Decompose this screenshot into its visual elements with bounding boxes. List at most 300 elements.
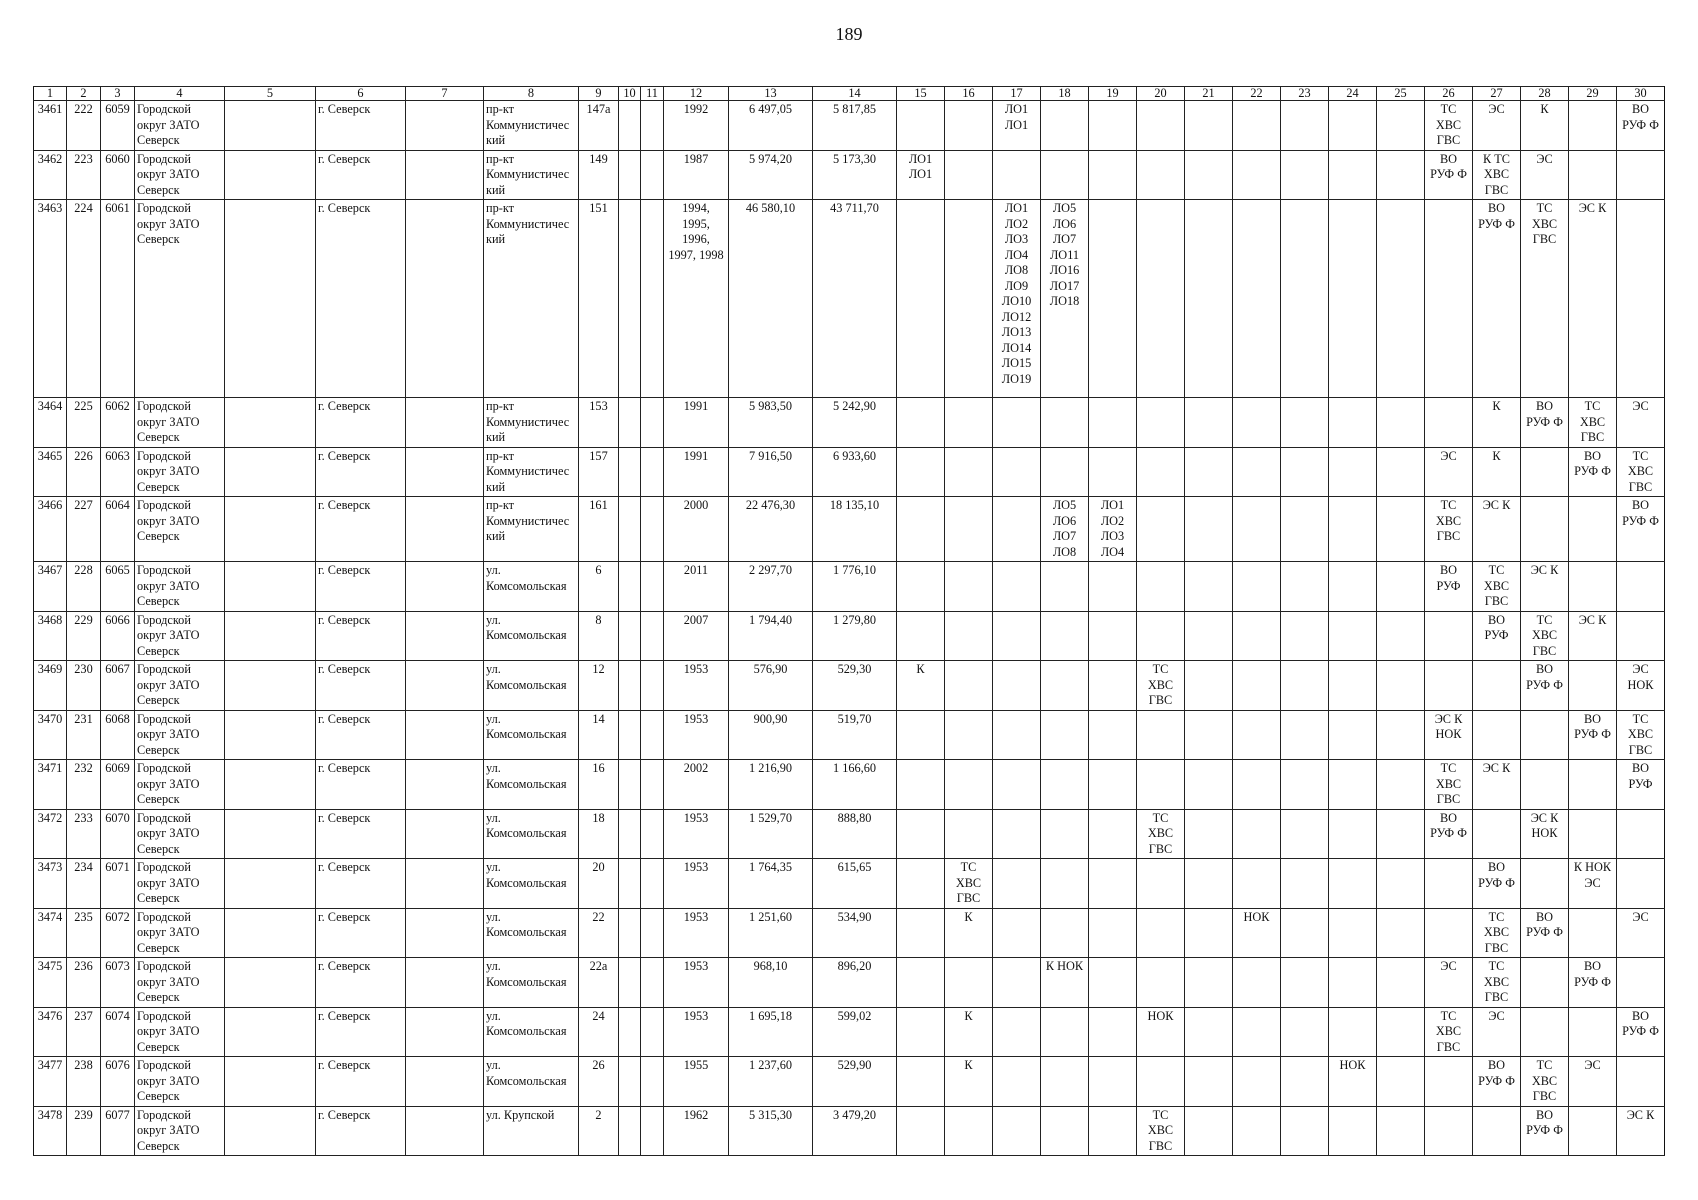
cell-col-8: ул. Комсомольская (484, 1007, 579, 1057)
cell-col-17 (993, 710, 1041, 760)
cell-col-27: ЭС К (1473, 760, 1521, 810)
cell-col-3: 6072 (101, 908, 135, 958)
cell-col-2: 237 (67, 1007, 101, 1057)
cell-col-28: ЭС К (1521, 562, 1569, 612)
cell-col-30: ВО РУФ Ф (1617, 497, 1665, 562)
column-number-21: 21 (1185, 87, 1233, 101)
cell-col-26: ТС ХВС ГВС (1425, 101, 1473, 151)
cell-col-21 (1185, 760, 1233, 810)
cell-col-11 (641, 908, 664, 958)
cell-col-5 (225, 710, 316, 760)
cell-col-25 (1377, 710, 1425, 760)
cell-col-28 (1521, 710, 1569, 760)
cell-col-30 (1617, 562, 1665, 612)
cell-col-19 (1089, 710, 1137, 760)
cell-col-28: ЭС К НОК (1521, 809, 1569, 859)
cell-col-22 (1233, 1106, 1281, 1156)
cell-col-2: 226 (67, 447, 101, 497)
cell-col-21 (1185, 398, 1233, 448)
cell-col-21 (1185, 809, 1233, 859)
cell-col-16 (945, 150, 993, 200)
cell-col-10 (619, 760, 641, 810)
cell-col-24 (1329, 859, 1377, 909)
cell-col-16 (945, 101, 993, 151)
cell-col-30 (1617, 150, 1665, 200)
cell-col-26 (1425, 661, 1473, 711)
cell-col-20 (1137, 710, 1185, 760)
cell-col-18: К НОК (1041, 958, 1089, 1008)
cell-col-12: 1992 (664, 101, 729, 151)
cell-col-9: 151 (579, 200, 619, 398)
cell-col-13: 6 497,05 (729, 101, 813, 151)
cell-col-9: 6 (579, 562, 619, 612)
cell-col-12: 1953 (664, 809, 729, 859)
cell-col-15 (897, 200, 945, 398)
cell-col-14: 3 479,20 (813, 1106, 897, 1156)
cell-col-12: 1953 (664, 958, 729, 1008)
cell-col-1: 3478 (34, 1106, 67, 1156)
cell-col-12: 1962 (664, 1106, 729, 1156)
cell-col-26 (1425, 200, 1473, 398)
cell-col-22 (1233, 497, 1281, 562)
cell-col-6: г. Северск (316, 958, 406, 1008)
cell-col-24 (1329, 809, 1377, 859)
cell-col-20: ТС ХВС ГВС (1137, 1106, 1185, 1156)
cell-col-13: 900,90 (729, 710, 813, 760)
cell-col-19 (1089, 1057, 1137, 1107)
cell-col-27 (1473, 710, 1521, 760)
cell-col-11 (641, 1106, 664, 1156)
cell-col-3: 6067 (101, 661, 135, 711)
cell-col-17: ЛО1 ЛО2 ЛО3 ЛО4 ЛО8 ЛО9 ЛО10 ЛО12 ЛО13 ЛО14 ЛО15 ЛО19 (993, 200, 1041, 398)
cell-col-14: 1 166,60 (813, 760, 897, 810)
cell-col-6: г. Северск (316, 859, 406, 909)
cell-col-4: Городской округ ЗАТО Северск (135, 809, 225, 859)
cell-col-11 (641, 611, 664, 661)
cell-col-29: ВО РУФ Ф (1569, 958, 1617, 1008)
cell-col-13: 22 476,30 (729, 497, 813, 562)
cell-col-1: 3464 (34, 398, 67, 448)
cell-col-25 (1377, 101, 1425, 151)
cell-col-7 (406, 562, 484, 612)
cell-col-17 (993, 809, 1041, 859)
cell-col-8: пр-кт Коммунистичес кий (484, 150, 579, 200)
cell-col-19 (1089, 958, 1137, 1008)
cell-col-21 (1185, 447, 1233, 497)
cell-col-26: ВО РУФ (1425, 562, 1473, 612)
cell-col-27 (1473, 661, 1521, 711)
cell-col-17 (993, 908, 1041, 958)
cell-col-24 (1329, 611, 1377, 661)
cell-col-21 (1185, 562, 1233, 612)
cell-col-9: 22 (579, 908, 619, 958)
cell-col-25 (1377, 497, 1425, 562)
cell-col-25 (1377, 447, 1425, 497)
cell-col-28: ВО РУФ Ф (1521, 908, 1569, 958)
column-number-27: 27 (1473, 87, 1521, 101)
cell-col-2: 233 (67, 809, 101, 859)
cell-col-13: 5 315,30 (729, 1106, 813, 1156)
cell-col-17 (993, 447, 1041, 497)
cell-col-12: 1953 (664, 908, 729, 958)
cell-col-25 (1377, 398, 1425, 448)
cell-col-10 (619, 859, 641, 909)
cell-col-17 (993, 1057, 1041, 1107)
cell-col-25 (1377, 661, 1425, 711)
table-row (34, 661, 1665, 711)
table-row (34, 1007, 1665, 1057)
cell-col-7 (406, 200, 484, 398)
cell-col-25 (1377, 1106, 1425, 1156)
cell-col-5 (225, 908, 316, 958)
cell-col-29 (1569, 908, 1617, 958)
cell-col-28: ВО РУФ Ф (1521, 661, 1569, 711)
cell-col-5 (225, 101, 316, 151)
cell-col-28 (1521, 760, 1569, 810)
cell-col-2: 231 (67, 710, 101, 760)
column-number-1: 1 (34, 87, 67, 101)
cell-col-10 (619, 710, 641, 760)
cell-col-13: 1 529,70 (729, 809, 813, 859)
cell-col-23 (1281, 447, 1329, 497)
cell-col-18 (1041, 661, 1089, 711)
cell-col-24 (1329, 710, 1377, 760)
table-row (34, 760, 1665, 810)
cell-col-14: 18 135,10 (813, 497, 897, 562)
cell-col-14: 1 279,80 (813, 611, 897, 661)
cell-col-2: 230 (67, 661, 101, 711)
cell-col-4: Городской округ ЗАТО Северск (135, 497, 225, 562)
cell-col-14: 43 711,70 (813, 200, 897, 398)
cell-col-29: ТС ХВС ГВС (1569, 398, 1617, 448)
cell-col-25 (1377, 200, 1425, 398)
cell-col-27: ЭС (1473, 1007, 1521, 1057)
cell-col-4: Городской округ ЗАТО Северск (135, 562, 225, 612)
table-row (34, 809, 1665, 859)
cell-col-10 (619, 611, 641, 661)
cell-col-29: ЭС (1569, 1057, 1617, 1107)
cell-col-25 (1377, 150, 1425, 200)
column-number-19: 19 (1089, 87, 1137, 101)
cell-col-23 (1281, 760, 1329, 810)
cell-col-29: ЭС К (1569, 611, 1617, 661)
cell-col-14: 5 242,90 (813, 398, 897, 448)
cell-col-24 (1329, 150, 1377, 200)
cell-col-12: 1953 (664, 661, 729, 711)
cell-col-1: 3474 (34, 908, 67, 958)
cell-col-25 (1377, 958, 1425, 1008)
cell-col-15 (897, 562, 945, 612)
cell-col-2: 235 (67, 908, 101, 958)
cell-col-19 (1089, 101, 1137, 151)
column-number-15: 15 (897, 87, 945, 101)
cell-col-21 (1185, 710, 1233, 760)
cell-col-16: К (945, 908, 993, 958)
cell-col-22 (1233, 809, 1281, 859)
cell-col-17 (993, 760, 1041, 810)
cell-col-9: 161 (579, 497, 619, 562)
cell-col-8: пр-кт Коммунистичес кий (484, 497, 579, 562)
cell-col-19: ЛО1 ЛО2 ЛО3 ЛО4 (1089, 497, 1137, 562)
cell-col-23 (1281, 908, 1329, 958)
cell-col-5 (225, 1007, 316, 1057)
column-number-29: 29 (1569, 87, 1617, 101)
cell-col-14: 529,30 (813, 661, 897, 711)
cell-col-21 (1185, 101, 1233, 151)
cell-col-15: ЛО1 ЛО1 (897, 150, 945, 200)
cell-col-15 (897, 1057, 945, 1107)
cell-col-14: 6 933,60 (813, 447, 897, 497)
cell-col-19 (1089, 908, 1137, 958)
cell-col-3: 6065 (101, 562, 135, 612)
table-row (34, 562, 1665, 612)
cell-col-20: НОК (1137, 1007, 1185, 1057)
cell-col-1: 3477 (34, 1057, 67, 1107)
cell-col-11 (641, 1007, 664, 1057)
cell-col-20: ТС ХВС ГВС (1137, 809, 1185, 859)
cell-col-1: 3469 (34, 661, 67, 711)
cell-col-12: 2007 (664, 611, 729, 661)
cell-col-7 (406, 447, 484, 497)
cell-col-28: ВО РУФ Ф (1521, 398, 1569, 448)
cell-col-10 (619, 661, 641, 711)
cell-col-27: К ТС ХВС ГВС (1473, 150, 1521, 200)
cell-col-28: К (1521, 101, 1569, 151)
column-number-18: 18 (1041, 87, 1089, 101)
cell-col-21 (1185, 150, 1233, 200)
cell-col-24 (1329, 1007, 1377, 1057)
column-number-10: 10 (619, 87, 641, 101)
cell-col-25 (1377, 809, 1425, 859)
cell-col-12: 1994, 1995, 1996, 1997, 1998 (664, 200, 729, 398)
table-row (34, 1057, 1665, 1107)
cell-col-11 (641, 809, 664, 859)
cell-col-7 (406, 908, 484, 958)
cell-col-16 (945, 710, 993, 760)
cell-col-18 (1041, 398, 1089, 448)
cell-col-5 (225, 447, 316, 497)
cell-col-2: 239 (67, 1106, 101, 1156)
cell-col-5 (225, 760, 316, 810)
cell-col-14: 888,80 (813, 809, 897, 859)
cell-col-27: ЭС К (1473, 497, 1521, 562)
cell-col-1: 3476 (34, 1007, 67, 1057)
cell-col-24 (1329, 398, 1377, 448)
cell-col-14: 599,02 (813, 1007, 897, 1057)
cell-col-11 (641, 1057, 664, 1107)
cell-col-3: 6074 (101, 1007, 135, 1057)
cell-col-12: 2000 (664, 497, 729, 562)
cell-col-19 (1089, 661, 1137, 711)
cell-col-12: 1955 (664, 1057, 729, 1107)
cell-col-28 (1521, 497, 1569, 562)
cell-col-15 (897, 859, 945, 909)
cell-col-13: 46 580,10 (729, 200, 813, 398)
cell-col-13: 2 297,70 (729, 562, 813, 612)
cell-col-6: г. Северск (316, 447, 406, 497)
cell-col-8: ул. Комсомольская (484, 710, 579, 760)
column-number-4: 4 (135, 87, 225, 101)
cell-col-24 (1329, 497, 1377, 562)
cell-col-4: Городской округ ЗАТО Северск (135, 710, 225, 760)
cell-col-10 (619, 200, 641, 398)
cell-col-17 (993, 398, 1041, 448)
cell-col-30: ВО РУФ Ф (1617, 1007, 1665, 1057)
cell-col-10 (619, 101, 641, 151)
column-number-20: 20 (1137, 87, 1185, 101)
cell-col-7 (406, 760, 484, 810)
cell-col-30: ТС ХВС ГВС (1617, 710, 1665, 760)
cell-col-4: Городской округ ЗАТО Северск (135, 150, 225, 200)
cell-col-9: 149 (579, 150, 619, 200)
cell-col-4: Городской округ ЗАТО Северск (135, 908, 225, 958)
table-row (34, 958, 1665, 1008)
cell-col-15 (897, 398, 945, 448)
cell-col-20 (1137, 859, 1185, 909)
cell-col-15 (897, 447, 945, 497)
cell-col-17 (993, 958, 1041, 1008)
cell-col-22 (1233, 760, 1281, 810)
cell-col-18 (1041, 710, 1089, 760)
cell-col-26: ТС ХВС ГВС (1425, 497, 1473, 562)
cell-col-29 (1569, 809, 1617, 859)
cell-col-6: г. Северск (316, 809, 406, 859)
cell-col-17: ЛО1 ЛО1 (993, 101, 1041, 151)
table-row (34, 447, 1665, 497)
cell-col-22 (1233, 101, 1281, 151)
cell-col-20 (1137, 611, 1185, 661)
cell-col-23 (1281, 958, 1329, 1008)
cell-col-26: ВО РУФ Ф (1425, 150, 1473, 200)
cell-col-9: 12 (579, 661, 619, 711)
cell-col-24: НОК (1329, 1057, 1377, 1107)
cell-col-29 (1569, 562, 1617, 612)
cell-col-7 (406, 1106, 484, 1156)
cell-col-14: 1 776,10 (813, 562, 897, 612)
cell-col-10 (619, 562, 641, 612)
cell-col-9: 20 (579, 859, 619, 909)
cell-col-21 (1185, 1057, 1233, 1107)
cell-col-10 (619, 908, 641, 958)
cell-col-19 (1089, 1106, 1137, 1156)
cell-col-7 (406, 1007, 484, 1057)
cell-col-22 (1233, 447, 1281, 497)
cell-col-29: ВО РУФ Ф (1569, 710, 1617, 760)
cell-col-5 (225, 1106, 316, 1156)
cell-col-2: 238 (67, 1057, 101, 1107)
cell-col-11 (641, 447, 664, 497)
cell-col-13: 1 695,18 (729, 1007, 813, 1057)
cell-col-6: г. Северск (316, 710, 406, 760)
cell-col-5 (225, 809, 316, 859)
cell-col-6: г. Северск (316, 562, 406, 612)
cell-col-22 (1233, 661, 1281, 711)
cell-col-17 (993, 1007, 1041, 1057)
cell-col-2: 222 (67, 101, 101, 151)
cell-col-24 (1329, 661, 1377, 711)
cell-col-9: 8 (579, 611, 619, 661)
cell-col-22 (1233, 710, 1281, 760)
cell-col-6: г. Северск (316, 1057, 406, 1107)
cell-col-30 (1617, 1057, 1665, 1107)
cell-col-27 (1473, 809, 1521, 859)
cell-col-30: ЭС К (1617, 1106, 1665, 1156)
cell-col-19 (1089, 859, 1137, 909)
cell-col-24 (1329, 200, 1377, 398)
cell-col-25 (1377, 859, 1425, 909)
cell-col-4: Городской округ ЗАТО Северск (135, 398, 225, 448)
cell-col-5 (225, 200, 316, 398)
cell-col-5 (225, 859, 316, 909)
cell-col-13: 1 237,60 (729, 1057, 813, 1107)
cell-col-6: г. Северск (316, 101, 406, 151)
cell-col-13: 1 216,90 (729, 760, 813, 810)
cell-col-2: 223 (67, 150, 101, 200)
cell-col-1: 3473 (34, 859, 67, 909)
cell-col-11 (641, 958, 664, 1008)
cell-col-9: 26 (579, 1057, 619, 1107)
cell-col-23 (1281, 200, 1329, 398)
cell-col-21 (1185, 1007, 1233, 1057)
table-row (34, 200, 1665, 398)
cell-col-18 (1041, 447, 1089, 497)
cell-col-23 (1281, 497, 1329, 562)
cell-col-14: 534,90 (813, 908, 897, 958)
cell-col-11 (641, 859, 664, 909)
cell-col-7 (406, 611, 484, 661)
cell-col-5 (225, 150, 316, 200)
cell-col-5 (225, 1057, 316, 1107)
cell-col-16 (945, 661, 993, 711)
cell-col-7 (406, 958, 484, 1008)
cell-col-10 (619, 809, 641, 859)
cell-col-27: ТС ХВС ГВС (1473, 908, 1521, 958)
cell-col-24 (1329, 562, 1377, 612)
cell-col-7 (406, 809, 484, 859)
cell-col-12: 1991 (664, 398, 729, 448)
cell-col-29 (1569, 1007, 1617, 1057)
cell-col-15 (897, 710, 945, 760)
cell-col-20 (1137, 200, 1185, 398)
cell-col-10 (619, 1106, 641, 1156)
cell-col-10 (619, 497, 641, 562)
cell-col-27: ВО РУФ (1473, 611, 1521, 661)
cell-col-9: 16 (579, 760, 619, 810)
cell-col-26: ЭС (1425, 958, 1473, 1008)
cell-col-19 (1089, 809, 1137, 859)
cell-col-8: пр-кт Коммунистичес кий (484, 101, 579, 151)
cell-col-7 (406, 150, 484, 200)
cell-col-6: г. Северск (316, 908, 406, 958)
cell-col-4: Городской округ ЗАТО Северск (135, 447, 225, 497)
column-number-28: 28 (1521, 87, 1569, 101)
cell-col-15 (897, 1106, 945, 1156)
cell-col-18: ЛО5 ЛО6 ЛО7 ЛО8 (1041, 497, 1089, 562)
cell-col-30: ВО РУФ Ф (1617, 101, 1665, 151)
cell-col-30 (1617, 809, 1665, 859)
cell-col-7 (406, 710, 484, 760)
cell-col-16 (945, 200, 993, 398)
cell-col-22 (1233, 562, 1281, 612)
cell-col-27 (1473, 1106, 1521, 1156)
cell-col-13: 5 974,20 (729, 150, 813, 200)
cell-col-29 (1569, 497, 1617, 562)
cell-col-26: ВО РУФ Ф (1425, 809, 1473, 859)
cell-col-1: 3472 (34, 809, 67, 859)
cell-col-29 (1569, 150, 1617, 200)
table-row (34, 710, 1665, 760)
cell-col-5 (225, 958, 316, 1008)
